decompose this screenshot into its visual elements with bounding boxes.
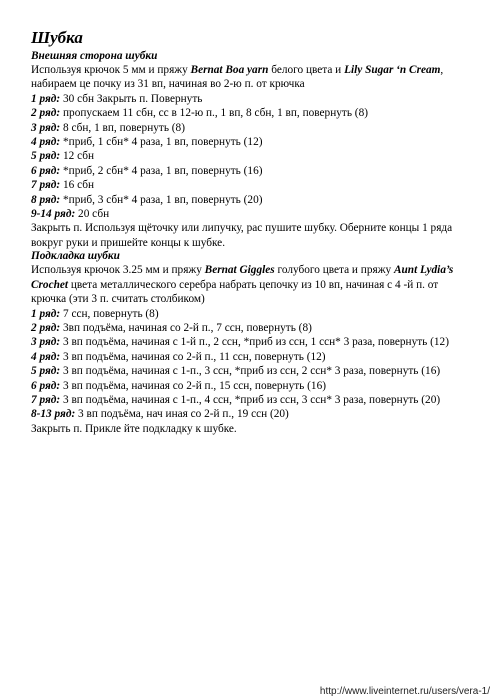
lining-intro — [31, 263, 471, 306]
lining-row — [31, 364, 471, 378]
lining-closing: Закрыть п. Прикле йте подкладку к шубке. — [31, 422, 237, 435]
outer-intro — [31, 63, 471, 92]
row-label: 7 ряд: — [31, 393, 61, 406]
outer-row — [31, 121, 471, 135]
row-text: 16 сбн — [60, 179, 95, 192]
row-text: 7 ссн, повернуть (8) — [60, 307, 159, 320]
lining-intro-text-3: цвета металлического серебра набрать цепочку из 10 вп, начиная с 4 -й п. от крючка (эти 3 п. считать столбиком) — [31, 278, 439, 306]
row-label: 8-13 ряд: — [31, 408, 76, 421]
outer-intro-text-3: , набираем це почку из 31 вп, начиная во 2-ю п. от крючка — [31, 64, 444, 91]
source-url: http://www.liveinternet.ru/users/vera-1/ — [319, 686, 490, 697]
row-label: 4 ряд: — [31, 350, 61, 363]
row-label: 1 ряд: — [31, 307, 61, 320]
row-label: 5 ряд: — [31, 365, 61, 378]
lining-intro-text-1: Используя крючок 3.25 мм и пряжу — [31, 264, 205, 277]
lining-yarn-1: Bernat Giggles — [204, 264, 275, 277]
row-text: 3вп подъёма, начиная со 2-й п., 7 ссн, повернуть (8) — [60, 321, 312, 334]
outer-yarn-1: Bernat Boa yarn — [190, 64, 269, 76]
row-label: 1 ряд: — [31, 92, 61, 105]
row-label: 2 ряд: — [31, 321, 61, 334]
lining-row — [31, 379, 471, 393]
lining-intro-text-2: голубого цвета и пряжу — [274, 264, 394, 277]
row-text: 30 сбн Закрыть п. Повернуть — [60, 92, 203, 105]
outer-heading: Внешняя сторона шубки — [31, 50, 158, 62]
outer-row — [31, 178, 471, 192]
outer-intro-text-1: Используя крючок 5 мм и пряжу — [31, 64, 191, 76]
row-label: 8 ряд: — [31, 193, 61, 206]
outer-yarn-2: Lily Sugar ‘n Cream — [344, 64, 441, 76]
row-text: 3 вп подъёма, начиная со 2-й п., 11 ссн, повернуть (12) — [60, 350, 326, 363]
row-label: 5 ряд: — [31, 150, 61, 163]
outer-row — [31, 207, 471, 221]
row-label: 6 ряд: — [31, 164, 61, 177]
lining-yarn-2: Aunt Lydia’s Crochet — [31, 264, 454, 291]
row-label: 2 ряд: — [31, 107, 61, 120]
lining-row — [31, 307, 471, 321]
row-label: 9-14 ряд: — [31, 208, 76, 221]
lining-row — [31, 335, 471, 349]
row-text: *приб, 1 сбн* 4 раза, 1 вп, повернуть (12) — [60, 136, 263, 149]
row-text: 20 сбн — [75, 208, 110, 221]
outer-row — [31, 193, 471, 207]
outer-intro-text-2: белого цвета и — [268, 64, 345, 76]
outer-row — [31, 106, 471, 120]
row-text: 3 вп подъёма, нач иная со 2-й п., 19 ссн (20) — [75, 408, 289, 421]
page-title: Шубка — [31, 28, 83, 47]
row-text: *приб, 3 сбн* 4 раза, 1 вп, повернуть (20) — [60, 193, 263, 206]
outer-closing: Закрыть п. Используя щёточку или липучку, рас пушите шубку. Оберните концы 1 ряда вокруг руки и пришейте концы к шубке. — [31, 222, 453, 249]
row-text: 12 сбн — [60, 150, 95, 163]
row-label: 4 ряд: — [31, 136, 61, 149]
row-text: *приб, 2 сбн* 4 раза, 1 вп, повернуть (16) — [60, 164, 263, 177]
outer-row — [31, 164, 471, 178]
row-label: 7 ряд: — [31, 179, 61, 192]
lining-row — [31, 393, 471, 407]
lining-row — [31, 321, 471, 335]
row-text: 3 вп подъёма, начиная со 2-й п., 15 ссн, повернуть (16) — [60, 379, 326, 392]
outer-row — [31, 135, 471, 149]
row-text: 3 вп подъёма, начиная с 1-п., 4 ссн, *приб из ссн, 3 ссн* 3 раза, повернуть (20) — [60, 393, 441, 406]
row-label: 6 ряд: — [31, 379, 61, 392]
row-text: 3 вп подъёма, начиная с 1-й п., 2 ссн, *приб из ссн, 1 ссн* 3 раза, повернуть (12) — [60, 336, 449, 349]
lining-row — [31, 350, 471, 364]
document-page — [31, 28, 471, 436]
row-text: 3 вп подъёма, начиная с 1-п., 3 ссн, *приб из ссн, 2 ссн* 3 раза, повернуть (16) — [60, 365, 441, 378]
outer-row — [31, 149, 471, 163]
lining-row — [31, 407, 471, 421]
row-text: 8 сбн, 1 вп, повернуть (8) — [60, 121, 185, 134]
row-text: пропускаем 11 сбн, сс в 12-ю п., 1 вп, 8 сбн, 1 вп, повернуть (8) — [60, 107, 368, 120]
lining-heading: Подкладка шубки — [31, 250, 120, 263]
outer-row — [31, 92, 471, 106]
row-label: 3 ряд: — [31, 336, 61, 349]
row-label: 3 ряд: — [31, 121, 61, 134]
